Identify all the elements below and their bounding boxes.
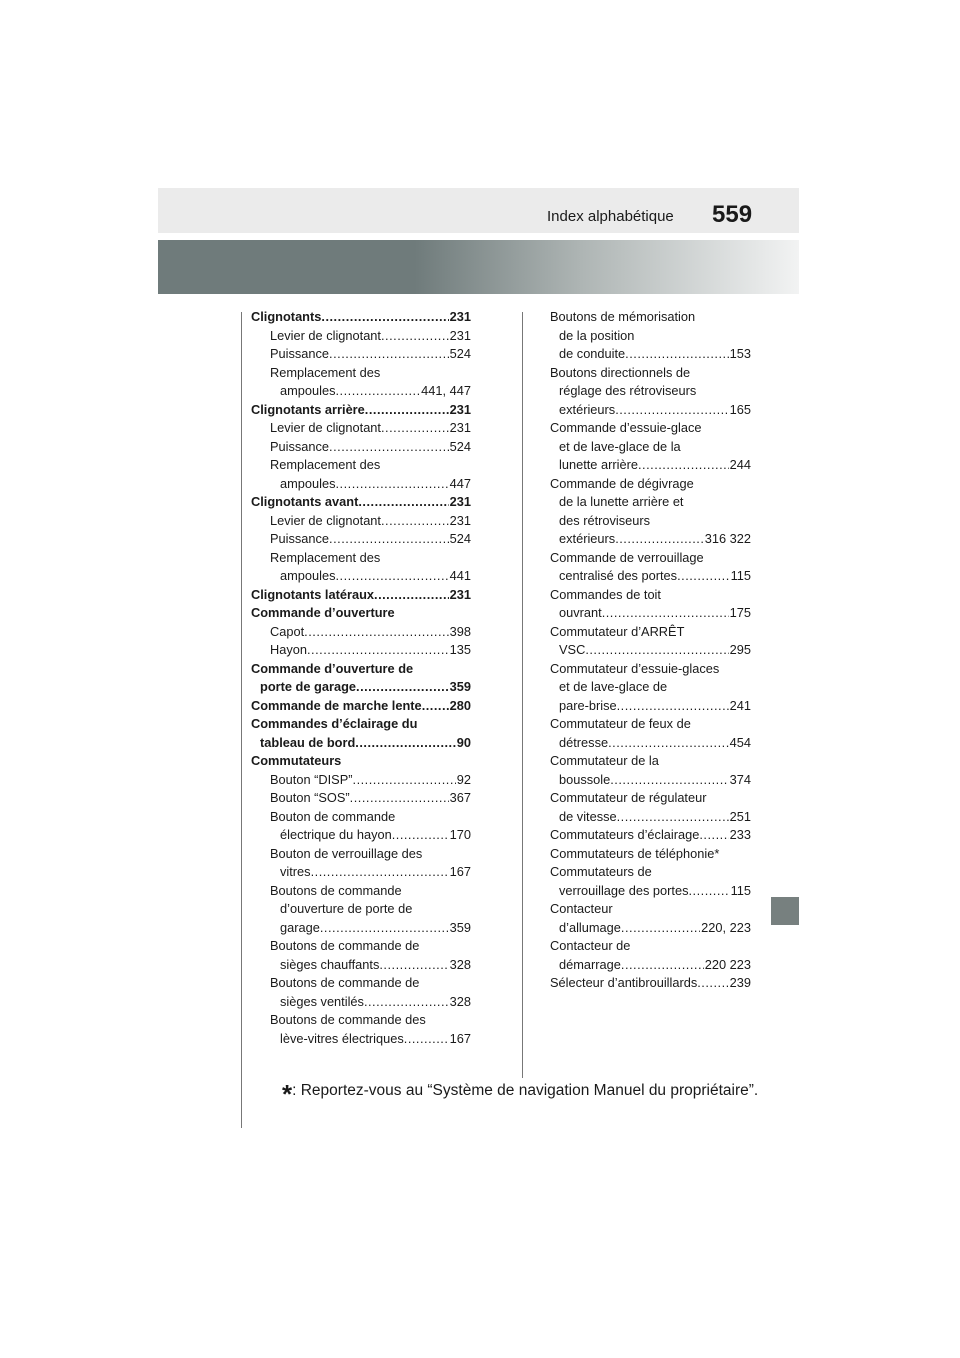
dot-leader bbox=[336, 475, 449, 494]
index-entry-text: verrouillage des portes bbox=[559, 882, 689, 898]
index-entry-page: 153 bbox=[729, 346, 751, 361]
index-entry-page: 231 bbox=[449, 401, 471, 417]
index-entry bbox=[550, 308, 751, 327]
index-entry-page: 398 bbox=[449, 623, 471, 639]
index-entry bbox=[251, 382, 471, 401]
index-entry-page: 316 322 bbox=[704, 531, 751, 546]
index-entry-page: 92 bbox=[456, 771, 471, 787]
index-entry bbox=[251, 919, 471, 938]
index-entry-text: boussole bbox=[559, 771, 611, 787]
index-entry-text: Bouton de commande bbox=[270, 808, 396, 824]
index-entry bbox=[251, 475, 471, 494]
dot-leader bbox=[336, 382, 421, 401]
index-entry bbox=[251, 401, 471, 420]
dot-leader bbox=[617, 808, 729, 827]
index-entry-text: de la position bbox=[559, 327, 635, 343]
index-entry-text: réglage des rétroviseurs bbox=[559, 383, 697, 398]
index-entry-text: électrique du hayon bbox=[280, 827, 392, 842]
index-entry bbox=[251, 493, 471, 512]
footnote bbox=[282, 1079, 759, 1109]
index-entry-text: sièges ventilés bbox=[280, 993, 364, 1009]
index-entry-text: Bouton de verrouillage des bbox=[270, 845, 423, 861]
dot-leader bbox=[329, 438, 449, 457]
index-entry-page: 220 223 bbox=[704, 956, 751, 972]
index-entry bbox=[251, 974, 471, 993]
index-entry bbox=[251, 678, 471, 697]
index-entry-page: 251 bbox=[729, 808, 751, 824]
index-entry-page: 90 bbox=[456, 734, 471, 750]
index-entry bbox=[550, 715, 751, 734]
index-entry-text: de conduite bbox=[559, 346, 626, 361]
index-entry-text: Boutons de mémorisation bbox=[550, 309, 696, 324]
index-entry-page: 454 bbox=[729, 734, 751, 750]
index-column-right bbox=[550, 308, 751, 993]
index-entry bbox=[251, 623, 471, 642]
index-entry-text: et de lave-glace de la bbox=[559, 438, 681, 454]
index-entry bbox=[251, 641, 471, 660]
index-entry bbox=[251, 956, 471, 975]
index-entry-text: Boutons de commande de bbox=[270, 938, 420, 953]
index-entry-text: Commutateur de la bbox=[550, 753, 659, 768]
index-entry bbox=[251, 567, 471, 586]
index-entry bbox=[251, 808, 471, 827]
dot-leader bbox=[615, 530, 704, 549]
index-entry-page: 167 bbox=[449, 1030, 471, 1046]
index-entry bbox=[550, 586, 751, 605]
dot-leader bbox=[699, 826, 728, 845]
index-entry-text: tableau de bord bbox=[260, 734, 356, 750]
index-entry-text: Boutons de commande de bbox=[270, 975, 420, 990]
section-title: Index alphabétique bbox=[547, 208, 674, 225]
index-entry-text: Commutateurs d’éclairage bbox=[550, 827, 700, 842]
index-entry-text: Bouton “SOS” bbox=[270, 790, 350, 805]
index-entry-page: 231 bbox=[449, 327, 471, 343]
index-entry bbox=[550, 493, 751, 512]
index-entry bbox=[251, 697, 471, 716]
dot-leader bbox=[364, 993, 449, 1012]
index-entry-text: ampoules bbox=[280, 383, 336, 398]
index-entry-text: extérieurs bbox=[559, 531, 616, 546]
index-entry-text: Commandes de toit bbox=[550, 586, 661, 602]
index-entry-page: 220, 223 bbox=[701, 919, 751, 935]
index-entry-text: Sélecteur d’antibrouillards bbox=[550, 975, 698, 990]
index-entry bbox=[251, 882, 471, 901]
index-entry-text: Levier de clignotant bbox=[270, 512, 381, 528]
index-entry-text: de vitesse bbox=[559, 808, 617, 824]
index-entry bbox=[550, 974, 751, 993]
index-entry-page: 231 bbox=[449, 420, 471, 435]
index-entry bbox=[251, 993, 471, 1012]
index-entry-text: Clignotants arrière bbox=[251, 401, 365, 417]
index-entry bbox=[550, 530, 751, 549]
index-entry-page: 295 bbox=[729, 642, 751, 657]
index-entry-text: Commutateurs de bbox=[550, 864, 652, 879]
index-entry bbox=[251, 456, 471, 475]
index-entry bbox=[550, 789, 751, 808]
index-entry-text: Levier de clignotant bbox=[270, 327, 381, 343]
index-entry-text: pare-brise bbox=[559, 697, 617, 713]
index-entry bbox=[550, 863, 751, 882]
dot-leader bbox=[615, 401, 728, 420]
index-entry bbox=[550, 937, 751, 956]
index-entry-text: Puissance bbox=[270, 438, 330, 454]
index-entry bbox=[251, 419, 471, 438]
index-entry bbox=[251, 530, 471, 549]
dot-leader bbox=[422, 697, 449, 716]
index-entry-text: Puissance bbox=[270, 531, 330, 546]
index-entry bbox=[251, 826, 471, 845]
index-entry-text: Commande de marche lente bbox=[251, 697, 422, 713]
index-entry-page: 374 bbox=[729, 771, 751, 787]
dot-leader bbox=[585, 641, 728, 660]
dot-leader bbox=[350, 789, 449, 808]
index-entry bbox=[251, 438, 471, 457]
index-entry-text: Boutons de commande bbox=[270, 882, 402, 898]
index-entry bbox=[550, 845, 751, 864]
chapter-tab bbox=[771, 897, 799, 925]
dot-leader bbox=[677, 567, 730, 586]
index-entry-page: 441, 447 bbox=[421, 383, 471, 398]
index-entry-page: 115 bbox=[730, 882, 751, 898]
index-entry-page: 170 bbox=[449, 827, 471, 842]
dot-leader bbox=[374, 586, 449, 605]
index-entry-text: Commandes d’éclairage du bbox=[251, 716, 418, 731]
index-entry bbox=[251, 308, 471, 327]
dot-leader bbox=[697, 974, 728, 993]
index-entry bbox=[550, 660, 751, 679]
dot-leader bbox=[608, 734, 729, 753]
index-entry bbox=[550, 604, 751, 623]
index-entry bbox=[550, 419, 751, 438]
index-entry-text: lunette arrière bbox=[559, 457, 638, 472]
index-entry-text: d’allumage bbox=[559, 919, 621, 935]
index-entry-page: 328 bbox=[449, 993, 471, 1009]
index-entry-text: Commutateur de feux de bbox=[550, 716, 691, 731]
dot-leader bbox=[329, 530, 449, 549]
index-column-left bbox=[251, 308, 471, 1048]
index-entry bbox=[550, 752, 751, 771]
index-entry-text: Levier de clignotant bbox=[270, 420, 381, 435]
dot-leader bbox=[356, 678, 449, 697]
index-entry bbox=[251, 752, 471, 771]
decorative-band bbox=[158, 240, 799, 294]
page-margin-rule bbox=[241, 312, 242, 1128]
index-entry-text: ampoules bbox=[280, 475, 336, 491]
index-entry bbox=[251, 771, 471, 790]
index-entry-text: détresse bbox=[559, 734, 609, 750]
dot-leader bbox=[392, 826, 449, 845]
header-bar bbox=[158, 188, 799, 233]
dot-leader bbox=[638, 456, 729, 475]
index-entry-text: porte de garage bbox=[260, 679, 357, 694]
index-entry-text: démarrage bbox=[559, 956, 621, 972]
index-entry-page: 524 bbox=[449, 531, 471, 546]
index-entry-page: 167 bbox=[449, 864, 471, 879]
dot-leader bbox=[307, 641, 449, 660]
index-entry bbox=[251, 364, 471, 383]
index-entry-text: centralisé des portes bbox=[559, 568, 678, 583]
index-entry-text: Commande de verrouillage bbox=[550, 549, 704, 565]
dot-leader bbox=[602, 604, 729, 623]
index-entry-text: Puissance bbox=[270, 346, 330, 361]
index-entry bbox=[550, 345, 751, 364]
index-entry-page: 239 bbox=[729, 975, 751, 990]
index-entry-page: 359 bbox=[449, 919, 471, 935]
dot-leader bbox=[381, 512, 449, 531]
index-entry bbox=[251, 549, 471, 568]
index-entry-text: Remplacement des bbox=[270, 549, 381, 565]
index-entry bbox=[550, 734, 751, 753]
index-entry-text: Contacteur de bbox=[550, 938, 631, 953]
index-entry bbox=[251, 327, 471, 346]
index-entry bbox=[251, 512, 471, 531]
index-entry-page: 175 bbox=[729, 605, 751, 620]
index-entry-text: Bouton “DISP” bbox=[270, 771, 353, 787]
index-entry bbox=[550, 882, 751, 901]
dot-leader bbox=[355, 734, 455, 753]
index-entry-text: VSC bbox=[559, 642, 586, 657]
dot-leader bbox=[358, 493, 448, 512]
index-entry-page: 447 bbox=[449, 475, 471, 491]
index-entry-page: 359 bbox=[449, 679, 471, 694]
index-entry-page: 241 bbox=[729, 697, 751, 713]
index-entry-text: Commande d’essuie-glace bbox=[550, 420, 702, 435]
footnote-asterisk: * bbox=[282, 1079, 293, 1109]
index-entry-text: Remplacement des bbox=[270, 364, 381, 380]
index-entry bbox=[550, 382, 751, 401]
dot-leader bbox=[304, 623, 448, 642]
index-entry-page: 328 bbox=[449, 956, 471, 972]
index-entry-page: 231 bbox=[449, 586, 471, 602]
index-entry bbox=[251, 845, 471, 864]
index-entry bbox=[550, 623, 751, 642]
dot-leader bbox=[404, 1030, 449, 1049]
index-entry bbox=[251, 1030, 471, 1049]
index-entry bbox=[251, 863, 471, 882]
index-entry-page: 280 bbox=[449, 697, 471, 713]
index-entry bbox=[550, 512, 751, 531]
index-entry-page: 367 bbox=[449, 790, 471, 805]
index-entry-page: 244 bbox=[729, 457, 751, 472]
index-entry-text: Hayon bbox=[270, 642, 307, 657]
index-entry-page: 231 bbox=[449, 494, 471, 509]
index-entry bbox=[550, 956, 751, 975]
index-entry bbox=[550, 697, 751, 716]
dot-leader bbox=[617, 697, 729, 716]
dot-leader bbox=[329, 345, 449, 364]
index-entry bbox=[251, 604, 471, 623]
dot-leader bbox=[365, 401, 449, 420]
index-entry-text: Commande d’ouverture bbox=[251, 605, 395, 620]
index-entry bbox=[251, 660, 471, 679]
index-entry-text: Commutateurs de téléphonie* bbox=[550, 845, 720, 861]
index-entry-text: des rétroviseurs bbox=[559, 512, 651, 528]
index-entry-page: 233 bbox=[729, 827, 751, 842]
index-entry-page: 135 bbox=[449, 642, 471, 657]
index-entry-text: ouvrant bbox=[559, 605, 602, 620]
index-entry bbox=[251, 900, 471, 919]
index-entry-text: Clignotants latéraux bbox=[251, 586, 375, 602]
dot-leader bbox=[321, 308, 448, 327]
dot-leader bbox=[625, 345, 728, 364]
index-entry-text: Commande d’ouverture de bbox=[251, 660, 414, 676]
index-entry-text: lève-vitres électriques bbox=[280, 1030, 404, 1046]
index-entry-page: 441 bbox=[449, 568, 471, 583]
index-entry bbox=[550, 438, 751, 457]
index-entry-page: 231 bbox=[449, 309, 471, 324]
index-entry bbox=[251, 789, 471, 808]
index-entry-text: Commutateur d’essuie-glaces bbox=[550, 660, 720, 676]
column-divider bbox=[522, 312, 523, 1078]
page-number: 559 bbox=[712, 201, 753, 228]
index-entry-text: garage bbox=[280, 919, 320, 935]
index-entry bbox=[550, 456, 751, 475]
index-entry-text: Commande de dégivrage bbox=[550, 475, 694, 491]
index-entry-page: 524 bbox=[449, 438, 471, 454]
index-entry bbox=[550, 475, 751, 494]
index-entry-text: Contacteur bbox=[550, 901, 613, 916]
index-entry bbox=[251, 1011, 471, 1030]
index-entry-text: ampoules bbox=[280, 568, 336, 583]
index-entry-text: extérieurs bbox=[559, 401, 616, 417]
index-entry bbox=[550, 771, 751, 790]
index-entry bbox=[550, 401, 751, 420]
dot-leader bbox=[311, 863, 449, 882]
index-entry bbox=[550, 678, 751, 697]
index-entry-text: Capot bbox=[270, 623, 305, 639]
index-entry-text: et de lave-glace de bbox=[559, 679, 668, 694]
dot-leader bbox=[353, 771, 456, 790]
index-entry-page: 115 bbox=[730, 568, 751, 583]
dot-leader bbox=[336, 567, 449, 586]
index-entry bbox=[550, 364, 751, 383]
footnote-text: : Reportez-vous au “Système de navigation Manuel du propriétaire”. bbox=[292, 1082, 759, 1099]
index-entry-text: Clignotants avant bbox=[251, 494, 359, 509]
index-entry-text: Commutateurs bbox=[251, 753, 342, 768]
index-entry bbox=[550, 900, 751, 919]
dot-leader bbox=[621, 919, 700, 938]
index-entry bbox=[550, 808, 751, 827]
index-entry bbox=[251, 345, 471, 364]
index-entry-page: 231 bbox=[449, 512, 471, 528]
index-entry bbox=[550, 327, 751, 346]
dot-leader bbox=[688, 882, 729, 901]
dot-leader bbox=[379, 956, 448, 975]
index-entry bbox=[251, 937, 471, 956]
index-entry-text: Commutateur d’ARRÊT bbox=[550, 623, 685, 639]
index-entry bbox=[251, 715, 471, 734]
dot-leader bbox=[381, 327, 449, 346]
index-entry-page: 524 bbox=[449, 346, 471, 361]
index-entry bbox=[550, 826, 751, 845]
index-entry bbox=[550, 641, 751, 660]
index-entry-text: vitres bbox=[280, 864, 311, 879]
index-entry bbox=[550, 567, 751, 586]
index-entry-text: Commutateur de régulateur bbox=[550, 790, 707, 805]
dot-leader bbox=[381, 419, 449, 438]
index-entry-text: de la lunette arrière et bbox=[559, 494, 684, 509]
index-entry-page: 165 bbox=[729, 401, 751, 417]
index-entry bbox=[251, 734, 471, 753]
index-entry-text: sièges chauffants bbox=[280, 956, 380, 972]
index-entry bbox=[251, 586, 471, 605]
index-entry-text: d’ouverture de porte de bbox=[280, 901, 413, 916]
index-entry bbox=[550, 919, 751, 938]
dot-leader bbox=[610, 771, 728, 790]
index-entry-text: Remplacement des bbox=[270, 457, 381, 472]
index-entry-text: Boutons de commande des bbox=[270, 1012, 426, 1027]
index-entry-text: Boutons directionnels de bbox=[550, 364, 691, 380]
dot-leader bbox=[621, 956, 704, 975]
index-entry-text: Clignotants bbox=[251, 309, 322, 324]
dot-leader bbox=[320, 919, 449, 938]
index-entry bbox=[550, 549, 751, 568]
